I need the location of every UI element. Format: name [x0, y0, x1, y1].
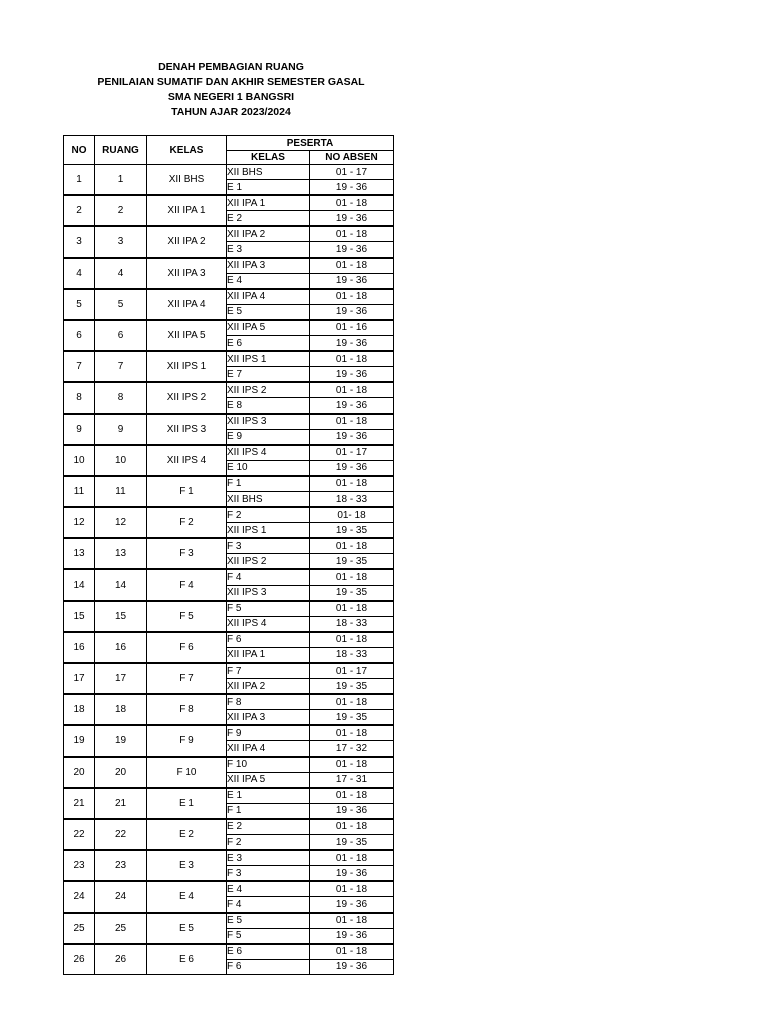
- cell-no: 17: [64, 663, 95, 694]
- table-row: [64, 195, 394, 211]
- cell-peserta-kelas: F 3: [227, 866, 310, 882]
- cell-kelas: XII IPS 1: [147, 351, 227, 382]
- cell-peserta-kelas: F 2: [227, 507, 310, 523]
- cell-no-absen: 19 - 36: [310, 866, 394, 882]
- table-row: [64, 788, 394, 804]
- cell-no-absen: 01 - 18: [310, 351, 394, 367]
- table-body: [64, 165, 394, 975]
- table-row: [64, 351, 394, 367]
- cell-kelas: E 5: [147, 913, 227, 944]
- table-row: [64, 445, 394, 461]
- cell-peserta-kelas: XII IPS 2: [227, 554, 310, 570]
- cell-peserta-kelas: XII IPA 3: [227, 258, 310, 274]
- cell-peserta-kelas: E 5: [227, 913, 310, 929]
- cell-kelas: E 3: [147, 850, 227, 881]
- col-header-no-absen: NO ABSEN: [310, 151, 394, 165]
- cell-no: 12: [64, 507, 95, 538]
- cell-peserta-kelas: F 6: [227, 959, 310, 974]
- cell-peserta-kelas: XII IPA 2: [227, 679, 310, 695]
- cell-no-absen: 19 - 36: [310, 928, 394, 944]
- cell-no-absen: 19 - 36: [310, 273, 394, 289]
- cell-peserta-kelas: F 5: [227, 928, 310, 944]
- cell-no: 19: [64, 725, 95, 756]
- cell-peserta-kelas: E 1: [227, 180, 310, 196]
- table-row: [64, 507, 394, 523]
- table-row: [64, 601, 394, 617]
- cell-peserta-kelas: F 5: [227, 601, 310, 617]
- cell-no: 2: [64, 195, 95, 226]
- cell-no-absen: 19 - 36: [310, 336, 394, 352]
- cell-no-absen: 19 - 35: [310, 585, 394, 601]
- cell-kelas: XII IPS 4: [147, 445, 227, 476]
- cell-peserta-kelas: E 3: [227, 850, 310, 866]
- cell-ruang: 9: [95, 414, 147, 445]
- cell-no: 5: [64, 289, 95, 320]
- cell-no: 7: [64, 351, 95, 382]
- cell-no-absen: 01 - 16: [310, 320, 394, 336]
- cell-ruang: 10: [95, 445, 147, 476]
- cell-peserta-kelas: F 4: [227, 897, 310, 913]
- cell-kelas: XII IPA 5: [147, 320, 227, 351]
- cell-ruang: 23: [95, 850, 147, 881]
- cell-kelas: F 6: [147, 632, 227, 663]
- cell-peserta-kelas: XII IPA 1: [227, 195, 310, 211]
- cell-no-absen: 18 - 33: [310, 647, 394, 663]
- cell-no: 11: [64, 476, 95, 507]
- cell-peserta-kelas: F 8: [227, 694, 310, 710]
- cell-no-absen: 01 - 18: [310, 195, 394, 211]
- cell-ruang: 24: [95, 881, 147, 912]
- cell-no: 3: [64, 226, 95, 257]
- cell-ruang: 8: [95, 382, 147, 413]
- table-row: [64, 694, 394, 710]
- col-header-ruang: RUANG: [95, 136, 147, 165]
- cell-no-absen: 19 - 36: [310, 304, 394, 320]
- cell-no: 8: [64, 382, 95, 413]
- cell-ruang: 20: [95, 757, 147, 788]
- cell-peserta-kelas: E 5: [227, 304, 310, 320]
- cell-kelas: E 2: [147, 819, 227, 850]
- cell-ruang: 14: [95, 569, 147, 600]
- table-row: [64, 725, 394, 741]
- table-header: [64, 136, 394, 165]
- col-header-peserta-kelas: KELAS: [227, 151, 310, 165]
- cell-no-absen: 19 - 35: [310, 523, 394, 539]
- cell-kelas: F 10: [147, 757, 227, 788]
- cell-no: 6: [64, 320, 95, 351]
- cell-no: 15: [64, 601, 95, 632]
- cell-peserta-kelas: XII IPS 1: [227, 351, 310, 367]
- cell-peserta-kelas: E 7: [227, 367, 310, 383]
- cell-no: 1: [64, 165, 95, 196]
- cell-kelas: F 2: [147, 507, 227, 538]
- cell-no-absen: 19 - 35: [310, 554, 394, 570]
- cell-no-absen: 01 - 18: [310, 538, 394, 554]
- cell-no-absen: 01 - 17: [310, 663, 394, 679]
- cell-no: 14: [64, 569, 95, 600]
- cell-no-absen: 19 - 36: [310, 211, 394, 227]
- cell-ruang: 7: [95, 351, 147, 382]
- cell-ruang: 4: [95, 258, 147, 289]
- cell-peserta-kelas: XII IPA 2: [227, 226, 310, 242]
- cell-no-absen: 19 - 35: [310, 835, 394, 851]
- cell-ruang: 13: [95, 538, 147, 569]
- cell-peserta-kelas: XII IPA 5: [227, 772, 310, 788]
- cell-ruang: 5: [95, 289, 147, 320]
- cell-no: 13: [64, 538, 95, 569]
- cell-no-absen: 01 - 18: [310, 913, 394, 929]
- cell-no-absen: 01 - 18: [310, 289, 394, 305]
- cell-kelas: E 1: [147, 788, 227, 819]
- cell-no-absen: 01 - 18: [310, 694, 394, 710]
- cell-no: 4: [64, 258, 95, 289]
- cell-peserta-kelas: F 1: [227, 476, 310, 492]
- cell-kelas: XII BHS: [147, 165, 227, 196]
- cell-peserta-kelas: F 4: [227, 569, 310, 585]
- room-allocation-table: [63, 135, 394, 975]
- title-line-2: PENILAIAN SUMATIF DAN AKHIR SEMESTER GASAL: [97, 76, 365, 88]
- cell-ruang: 11: [95, 476, 147, 507]
- cell-peserta-kelas: XII IPS 4: [227, 616, 310, 632]
- cell-ruang: 25: [95, 913, 147, 944]
- col-header-no: NO: [64, 136, 95, 165]
- table-row: [64, 569, 394, 585]
- cell-kelas: XII IPS 3: [147, 414, 227, 445]
- cell-no: 18: [64, 694, 95, 725]
- cell-peserta-kelas: XII IPA 4: [227, 289, 310, 305]
- cell-peserta-kelas: XII IPS 1: [227, 523, 310, 539]
- cell-ruang: 18: [95, 694, 147, 725]
- cell-no-absen: 01 - 18: [310, 944, 394, 960]
- cell-kelas: XII IPA 2: [147, 226, 227, 257]
- table-row: [64, 663, 394, 679]
- cell-peserta-kelas: F 1: [227, 803, 310, 819]
- cell-no-absen: 17 - 31: [310, 772, 394, 788]
- table-row: [64, 632, 394, 648]
- cell-no-absen: 19 - 36: [310, 180, 394, 196]
- cell-no-absen: 01 - 18: [310, 476, 394, 492]
- cell-peserta-kelas: XII IPS 2: [227, 382, 310, 398]
- cell-no-absen: 01 - 18: [310, 757, 394, 773]
- table-row: [64, 538, 394, 554]
- cell-no-absen: 18 - 33: [310, 491, 394, 507]
- cell-no: 21: [64, 788, 95, 819]
- cell-peserta-kelas: XII IPA 1: [227, 647, 310, 663]
- cell-peserta-kelas: E 10: [227, 460, 310, 476]
- cell-no-absen: 01 - 18: [310, 258, 394, 274]
- cell-kelas: E 4: [147, 881, 227, 912]
- cell-kelas: F 7: [147, 663, 227, 694]
- cell-no-absen: 17 - 32: [310, 741, 394, 757]
- cell-peserta-kelas: E 9: [227, 429, 310, 445]
- table-row: [64, 414, 394, 430]
- cell-peserta-kelas: XII IPA 3: [227, 710, 310, 726]
- cell-peserta-kelas: E 4: [227, 273, 310, 289]
- cell-no-absen: 18 - 33: [310, 616, 394, 632]
- cell-peserta-kelas: XII BHS: [227, 491, 310, 507]
- cell-peserta-kelas: F 6: [227, 632, 310, 648]
- cell-peserta-kelas: F 9: [227, 725, 310, 741]
- cell-no-absen: 19 - 36: [310, 242, 394, 258]
- cell-peserta-kelas: XII IPA 4: [227, 741, 310, 757]
- table-row: [64, 881, 394, 897]
- cell-ruang: 12: [95, 507, 147, 538]
- cell-no-absen: 19 - 36: [310, 803, 394, 819]
- cell-no: 22: [64, 819, 95, 850]
- cell-no-absen: 19 - 36: [310, 959, 394, 974]
- cell-no-absen: 01 - 18: [310, 569, 394, 585]
- cell-kelas: F 1: [147, 476, 227, 507]
- table-row: [64, 476, 394, 492]
- cell-kelas: F 8: [147, 694, 227, 725]
- title-line-3: SMA NEGERI 1 BANGSRI: [167, 91, 295, 103]
- cell-peserta-kelas: XII IPS 3: [227, 414, 310, 430]
- cell-ruang: 6: [95, 320, 147, 351]
- cell-kelas: F 3: [147, 538, 227, 569]
- cell-ruang: 3: [95, 226, 147, 257]
- table-row: [64, 382, 394, 398]
- cell-no-absen: 01- 18: [310, 507, 394, 523]
- cell-peserta-kelas: E 8: [227, 398, 310, 414]
- cell-kelas: XII IPA 4: [147, 289, 227, 320]
- cell-no: 24: [64, 881, 95, 912]
- cell-kelas: F 9: [147, 725, 227, 756]
- cell-no: 20: [64, 757, 95, 788]
- cell-no-absen: 19 - 36: [310, 429, 394, 445]
- cell-no-absen: 19 - 36: [310, 460, 394, 476]
- cell-no-absen: 01 - 18: [310, 850, 394, 866]
- cell-kelas: XII IPA 1: [147, 195, 227, 226]
- cell-no-absen: 01 - 18: [310, 881, 394, 897]
- cell-ruang: 15: [95, 601, 147, 632]
- cell-kelas: F 4: [147, 569, 227, 600]
- table-row: [64, 913, 394, 929]
- cell-ruang: 1: [95, 165, 147, 196]
- table-row: [64, 819, 394, 835]
- cell-peserta-kelas: XII IPA 5: [227, 320, 310, 336]
- table-row: [64, 289, 394, 305]
- cell-ruang: 19: [95, 725, 147, 756]
- cell-no: 26: [64, 944, 95, 975]
- table-row: [64, 165, 394, 180]
- cell-ruang: 17: [95, 663, 147, 694]
- cell-no-absen: 01 - 18: [310, 414, 394, 430]
- table-row: [64, 944, 394, 960]
- cell-ruang: 16: [95, 632, 147, 663]
- cell-ruang: 26: [95, 944, 147, 975]
- cell-no-absen: 19 - 36: [310, 897, 394, 913]
- col-header-kelas: KELAS: [147, 136, 227, 165]
- cell-no-absen: 01 - 18: [310, 788, 394, 804]
- cell-kelas: XII IPA 3: [147, 258, 227, 289]
- cell-peserta-kelas: E 2: [227, 819, 310, 835]
- cell-no-absen: 19 - 36: [310, 398, 394, 414]
- cell-kelas: XII IPS 2: [147, 382, 227, 413]
- cell-peserta-kelas: XII IPS 4: [227, 445, 310, 461]
- cell-peserta-kelas: E 4: [227, 881, 310, 897]
- title-line-4: TAHUN AJAR 2023/2024: [171, 106, 291, 118]
- cell-peserta-kelas: E 6: [227, 336, 310, 352]
- cell-kelas: F 5: [147, 601, 227, 632]
- document-header: [64, 60, 398, 120]
- table-row: [64, 320, 394, 336]
- cell-peserta-kelas: XII BHS: [227, 165, 310, 180]
- cell-no-absen: 19 - 35: [310, 710, 394, 726]
- cell-no-absen: 01 - 18: [310, 382, 394, 398]
- table-row: [64, 850, 394, 866]
- table-row: [64, 757, 394, 773]
- cell-peserta-kelas: E 1: [227, 788, 310, 804]
- cell-peserta-kelas: E 2: [227, 211, 310, 227]
- cell-peserta-kelas: F 10: [227, 757, 310, 773]
- cell-peserta-kelas: F 7: [227, 663, 310, 679]
- cell-no: 16: [64, 632, 95, 663]
- cell-no-absen: 01 - 18: [310, 819, 394, 835]
- cell-no-absen: 19 - 35: [310, 679, 394, 695]
- cell-no-absen: 01 - 17: [310, 445, 394, 461]
- cell-no: 25: [64, 913, 95, 944]
- cell-ruang: 21: [95, 788, 147, 819]
- cell-kelas: E 6: [147, 944, 227, 975]
- cell-no-absen: 01 - 18: [310, 226, 394, 242]
- cell-peserta-kelas: F 2: [227, 835, 310, 851]
- table-row: [64, 258, 394, 274]
- cell-no-absen: 19 - 36: [310, 367, 394, 383]
- cell-peserta-kelas: E 6: [227, 944, 310, 960]
- col-header-peserta: PESERTA: [227, 136, 394, 151]
- cell-peserta-kelas: XII IPS 3: [227, 585, 310, 601]
- cell-no: 10: [64, 445, 95, 476]
- cell-no-absen: 01 - 18: [310, 632, 394, 648]
- cell-no-absen: 01 - 17: [310, 165, 394, 180]
- cell-ruang: 2: [95, 195, 147, 226]
- cell-ruang: 22: [95, 819, 147, 850]
- title-line-1: DENAH PEMBAGIAN RUANG: [158, 61, 304, 73]
- cell-no: 23: [64, 850, 95, 881]
- table-row: [64, 226, 394, 242]
- cell-peserta-kelas: E 3: [227, 242, 310, 258]
- cell-no: 9: [64, 414, 95, 445]
- cell-no-absen: 01 - 18: [310, 601, 394, 617]
- cell-no-absen: 01 - 18: [310, 725, 394, 741]
- cell-peserta-kelas: F 3: [227, 538, 310, 554]
